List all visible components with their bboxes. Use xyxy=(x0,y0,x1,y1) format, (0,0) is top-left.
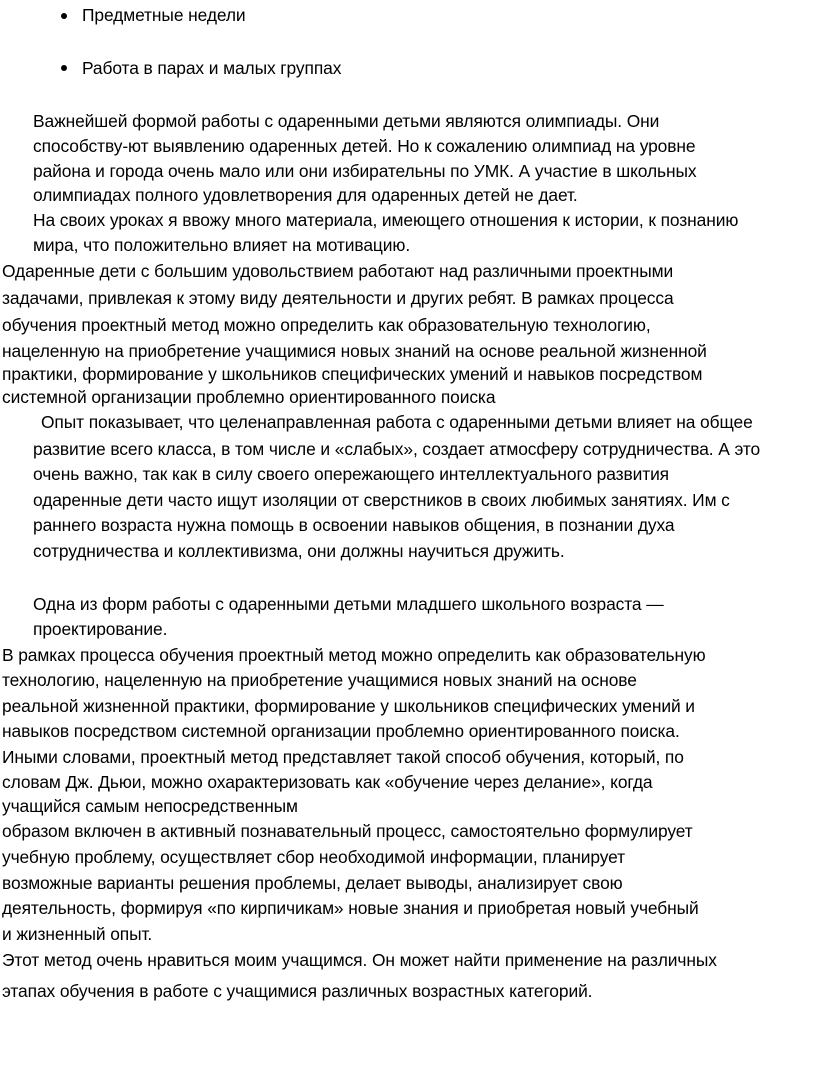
paragraph-line: возможные варианты решения проблемы, делает выводы, анализирует свою xyxy=(2,873,623,893)
paragraph-line: задачами, привлекая к этому виду деятельности и других ребят. В рамках процесса xyxy=(2,288,674,308)
paragraph-line: сотрудничества и коллективизма, они должны научиться дружить. xyxy=(33,541,565,561)
paragraph-line: учебную проблему, осуществляет сбор необходимой информации, планирует xyxy=(2,847,626,867)
bullet-item: Предметные недели xyxy=(82,5,246,25)
paragraph-line: навыков посредством системной организации проблемно ориентированного поиска. xyxy=(2,721,680,741)
paragraph-line: Одна из форм работы с одаренными детьми младшего школьного возраста — xyxy=(33,594,664,614)
paragraph-line: технологию, нацеленную на приобретение учащимися новых знаний на основе xyxy=(2,670,637,690)
paragraph-line: олимпиадах полного удовлетворения для одаренных детей не дает. xyxy=(33,185,578,205)
paragraph-line: района и города очень мало или они избирательны по УМК. А участие в школьных xyxy=(33,161,697,181)
paragraph-line: способству-ют выявлению одаренных детей. Но к сожалению олимпиад на уровне xyxy=(33,136,696,156)
paragraph-line: деятельность, формируя «по кирпичикам» новые знания и приобретая новый учебный xyxy=(2,898,699,918)
paragraph-line: На своих уроках я ввожу много материала, имеющего отношения к истории, к познанию xyxy=(33,210,739,230)
bullet-dot-icon xyxy=(61,65,67,71)
paragraph-line: проектирование. xyxy=(33,619,168,639)
paragraph-line: развитие всего класса, в том числе и «слабых», создает атмосферу сотрудничества. А это xyxy=(33,439,761,459)
paragraph-line: учащийся самым непосредственным xyxy=(2,796,298,816)
paragraph-line: Опыт показывает, что целенаправленная работа с одаренными детьми влияет на общее xyxy=(41,412,753,432)
paragraph-line: раннего возраста нужна помощь в освоении навыков общения, в познании духа xyxy=(33,515,675,535)
paragraph-line: и жизненный опыт. xyxy=(2,924,153,944)
paragraph-line: мира, что положительно влияет на мотивацию. xyxy=(33,235,411,255)
paragraph-line: словам Дж. Дьюи, можно охарактеризовать как «обучение через делание», когда xyxy=(2,772,653,792)
paragraph-line: Этот метод очень нравиться моим учащимся. Он может найти применение на различных xyxy=(2,950,717,970)
paragraph-line: реальной жизненной практики, формирование у школьников специфических умений и xyxy=(2,696,695,716)
paragraph-line: В рамках процесса обучения проектный метод можно определить как образовательную xyxy=(2,645,706,665)
paragraph-line: Одаренные дети с большим удовольствием работают над различными проектными xyxy=(2,261,674,281)
paragraph-line: системной организации проблемно ориентированного поиска xyxy=(2,387,496,407)
paragraph-line: Иными словами, проектный метод представляет такой способ обучения, который, по xyxy=(2,747,684,767)
paragraph-line: образом включен в активный познавательный процесс, самостоятельно формулирует xyxy=(2,821,693,841)
paragraph-line: этапах обучения в работе с учащимися различных возрастных категорий. xyxy=(2,981,593,1001)
bullet-item: Работа в парах и малых группах xyxy=(82,58,342,78)
bullet-dot-icon xyxy=(61,13,67,19)
paragraph-line: нацеленную на приобретение учащимися новых знаний на основе реальной жизненной xyxy=(2,341,707,361)
paragraph-line: Важнейшей формой работы с одаренными детьми являются олимпиады. Они xyxy=(33,111,660,131)
paragraph-line: одаренные дети часто ищут изоляции от сверстников в своих любимых занятиях. Им с xyxy=(33,490,730,510)
paragraph-line: практики, формирование у школьников специфических умений и навыков посредством xyxy=(2,364,703,384)
paragraph-line: обучения проектный метод можно определить как образовательную технологию, xyxy=(2,315,651,335)
paragraph-line: очень важно, так как в силу своего опережающего интеллектуального развития xyxy=(33,464,670,484)
